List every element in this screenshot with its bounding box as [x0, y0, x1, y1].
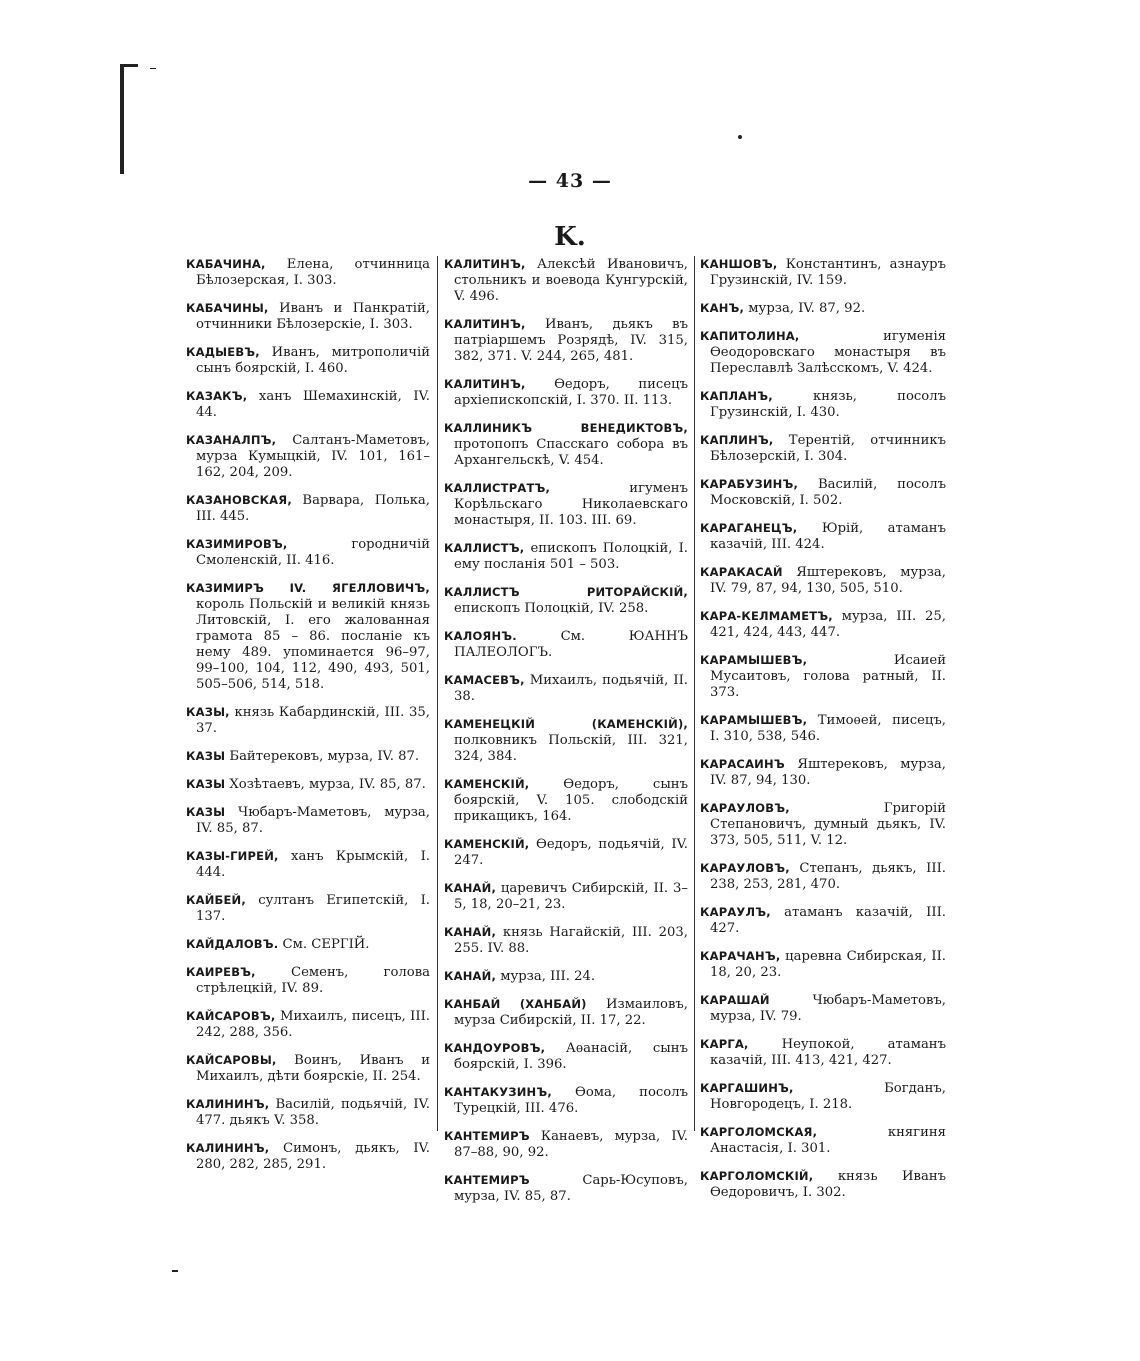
index-entry [444, 776, 688, 825]
index-entry [186, 344, 430, 377]
entry-text: игуменъ Корѣльскаго Николаевскаго монастыря, II. 103. III. 69. [454, 481, 688, 528]
entry-text: Иванъ, дьякъ въ патріаршемъ Розрядѣ, IV. 315, 382, 371. V. 244, 265, 481. [454, 317, 688, 364]
entry-text: Симонъ, дьякъ, IV. 280, 282, 285, 291. [196, 1141, 430, 1172]
index-entry [186, 936, 430, 953]
entry-headword: КАПЛИНЪ, [700, 433, 774, 447]
entry-headword: КАНАЙ, [444, 969, 497, 983]
index-entry [444, 968, 688, 985]
entry-text: Иванъ, митрополичій сынъ боярскій, I. 460. [196, 345, 430, 376]
entry-text: Канаевъ, мурза, IV. 87–88, 90, 92. [454, 1129, 688, 1160]
index-entry [444, 1172, 688, 1205]
entry-headword: КАЗЫ [186, 749, 226, 763]
entry-text: король Польскій и великій князь Литовскій, I. его жалованная грамота 85 – 86. посланіе къ нему 489. упоминается 96–97, 99–100, 104, 112, 490, 493, 501, 505–506, 514, 518. [196, 597, 430, 692]
entry-text: ханъ Шемахинскій, IV. 44. [196, 389, 430, 420]
index-column-3 [700, 256, 946, 1212]
entry-headword: КАНБАЙ (ХАНБАЙ) [444, 997, 587, 1011]
entry-headword: КАРАСАИНЪ [700, 757, 785, 771]
entry-headword: КАНТЕМИРЪ [444, 1129, 530, 1143]
section-letter: K. [554, 222, 586, 252]
entry-text: атаманъ казачій, III. 427. [710, 905, 946, 936]
index-entry [444, 716, 688, 765]
entry-headword: КАЛЛИСТЪ, [444, 541, 525, 555]
index-entry [186, 1096, 430, 1129]
entry-headword: КАНЪ, [700, 301, 745, 315]
entry-headword: КАЙДАЛОВЪ. [186, 937, 279, 951]
entry-headword: КАРАМЫШЕВЪ, [700, 653, 808, 667]
entry-text: князь, посолъ Грузинскій, I. 430. [710, 389, 946, 420]
index-entry [700, 476, 946, 509]
entry-headword: КАДЫЕВЪ, [186, 345, 260, 359]
entry-headword: КАЛИТИНЪ, [444, 257, 526, 271]
entry-headword: КАРАУЛЪ, [700, 905, 771, 919]
entry-headword: КАМЕНСКІЙ, [444, 777, 530, 791]
entry-text: Измаиловъ, мурза Сибирскій, II. 17, 22. [454, 997, 688, 1028]
index-entry [444, 628, 688, 661]
entry-text: мурза, IV. 87, 92. [744, 301, 866, 316]
entry-text: царевичъ Сибирскій, II. 3–5, 18, 20–21, 23. [454, 881, 688, 912]
index-entry [186, 492, 430, 525]
entry-headword: КАПЛАНЪ, [700, 389, 773, 403]
index-entry [444, 672, 688, 705]
scan-mark-dot [738, 135, 742, 139]
entry-headword: КАРАУЛОВЪ, [700, 801, 790, 815]
index-entry [700, 1168, 946, 1201]
index-entry [186, 388, 430, 421]
entry-text: царевна Сибирская, II. 18, 20, 23. [710, 949, 946, 980]
entry-headword: КАРАКАСАЙ [700, 565, 783, 579]
entry-text: Хозѣтаевъ, мурза, IV. 85, 87. [225, 777, 426, 792]
index-entry [444, 480, 688, 529]
entry-headword: КАРГА, [700, 1037, 749, 1051]
entry-text: Богданъ, Новгородецъ, I. 218. [710, 1081, 946, 1112]
index-entry [444, 584, 688, 617]
entry-text: султанъ Египетскій, I. 137. [196, 893, 430, 924]
entry-text: Салтанъ-Маметовъ, мурза Кумыцкій, IV. 101, 161–162, 204, 209. [196, 433, 430, 480]
entry-text: епископъ Полоцкій, IV. 258. [454, 601, 649, 616]
column-divider [437, 256, 438, 1131]
entry-headword: КАПИТОЛИНА, [700, 329, 800, 343]
index-entry [186, 848, 430, 881]
entry-headword: КАЗЫ, [186, 705, 230, 719]
entry-text: Аѳанасій, сынъ боярскій, I. 396. [454, 1041, 688, 1072]
entry-headword: КАЛОЯНЪ. [444, 629, 517, 643]
entry-headword: КАМАСЕВЪ, [444, 673, 525, 687]
index-entry [700, 652, 946, 701]
scan-mark-bracket-top [120, 64, 138, 67]
entry-headword: КАРАШАЙ [700, 993, 770, 1007]
entry-headword: КАЙСАРОВЫ, [186, 1053, 277, 1067]
entry-text: Яштерековъ, мурза, IV. 79, 87, 94, 130, 505, 510. [710, 565, 946, 596]
index-entry [700, 1080, 946, 1113]
entry-text: Неупокой, атаманъ казачій, III. 413, 421, 427. [710, 1037, 946, 1068]
index-entry [700, 712, 946, 745]
index-entry [700, 860, 946, 893]
scan-mark-bottom [172, 1270, 178, 1272]
index-entry [444, 1040, 688, 1073]
index-entry [700, 904, 946, 937]
entry-headword: КАЗАНАЛПЪ, [186, 433, 277, 447]
entry-text: Байтерековъ, мурза, IV. 87. [225, 749, 420, 764]
index-entry [186, 432, 430, 481]
entry-headword: КАНДОУРОВЪ, [444, 1041, 546, 1055]
entry-headword: КАРГОЛОМСКАЯ, [700, 1125, 818, 1139]
index-columns [0, 256, 1140, 1204]
entry-headword: КАЗАНОВСКАЯ, [186, 493, 292, 507]
entry-text: протопопъ Спасскаго собора въ Архангельскѣ, V. 454. [454, 437, 688, 468]
scan-mark-dash [150, 68, 156, 69]
entry-text: Чюбаръ-Маметовъ, мурза, IV. 85, 87. [196, 805, 430, 836]
entry-headword: КАНАЙ, [444, 881, 497, 895]
index-entry [186, 580, 430, 693]
index-entry [700, 328, 946, 377]
entry-text: епископъ Полоцкій, I. ему посланія 501 – 503. [454, 541, 688, 572]
entry-text: Воинъ, Иванъ и Михаилъ, дѣти боярскіе, II. 254. [196, 1053, 430, 1084]
index-entry [444, 540, 688, 573]
index-entry [700, 520, 946, 553]
index-column-2 [444, 256, 688, 1216]
index-entry [444, 256, 688, 305]
index-entry [186, 748, 430, 765]
entry-text: Тимоѳей, писецъ, I. 310, 538, 546. [710, 713, 946, 744]
entry-headword: КАМЕНЕЦКІЙ (КАМЕНСКІЙ), [444, 717, 688, 731]
entry-headword: КАЗАКЪ, [186, 389, 248, 403]
entry-headword: КАЛИТИНЪ, [444, 317, 526, 331]
entry-text: Терентій, отчинникъ Бѣлозерскій, I. 304. [710, 433, 946, 464]
index-entry [444, 420, 688, 469]
entry-headword: КАНШОВЪ, [700, 257, 778, 271]
index-entry [444, 376, 688, 409]
entry-text: Өедоръ, сынъ боярскій, V. 105. слободскій прикащикъ, 164. [454, 777, 688, 824]
index-column-1 [186, 256, 430, 1184]
entry-text: Семенъ, голова стрѣлецкій, IV. 89. [196, 965, 430, 996]
entry-text: Михаилъ, подьячій, II. 38. [454, 673, 688, 704]
entry-headword: КАРАБУЗИНЪ, [700, 477, 799, 491]
index-entry [700, 800, 946, 849]
entry-text: Варвара, Полька, III. 445. [196, 493, 430, 524]
entry-text: княгиня Анастасія, I. 301. [710, 1125, 946, 1156]
entry-headword: КАЛЛИНИКЪ ВЕНЕДИКТОВЪ, [444, 421, 688, 435]
index-entry [186, 964, 430, 997]
entry-headword: КАРАУЛОВЪ, [700, 861, 790, 875]
entry-headword: КАНТАКУЗИНЪ, [444, 1085, 552, 1099]
entry-text: князь Кабардинскій, III. 35, 37. [196, 705, 430, 736]
index-entry [186, 300, 430, 333]
entry-headword: КАРА-КЕЛМАМЕТЪ, [700, 609, 833, 623]
entry-text: Өедоръ, подьячій, IV. 247. [454, 837, 688, 868]
entry-text: Яштерековъ, мурза, IV. 87, 94, 130. [710, 757, 946, 788]
index-entry [186, 536, 430, 569]
entry-text: Григорій Степановичъ, думный дьякъ, IV. 373, 505, 511, V. 12. [710, 801, 946, 848]
entry-headword: КАЗИМИРЪ IV. ЯГЕЛЛОВИЧЪ, [186, 581, 430, 595]
index-entry [186, 1052, 430, 1085]
entry-headword: КАЛИНИНЪ, [186, 1097, 270, 1111]
entry-text: Михаилъ, писецъ, III. 242, 288, 356. [196, 1009, 430, 1040]
entry-headword: КАЗЫ [186, 777, 226, 791]
entry-headword: КАРАЧАНЪ, [700, 949, 781, 963]
index-entry [186, 1140, 430, 1173]
entry-headword: КАЙБЕЙ, [186, 893, 246, 907]
index-entry [700, 432, 946, 465]
index-entry [444, 880, 688, 913]
index-entry [444, 1084, 688, 1117]
entry-text: Исаией Мусаитовъ, голова ратный, II. 373. [710, 653, 946, 700]
entry-headword: КАНТЕМИРЪ [444, 1173, 530, 1187]
entry-headword: КАЛЛИСТРАТЪ, [444, 481, 551, 495]
entry-headword: КАРАГАНЕЦЪ, [700, 521, 798, 535]
index-entry [700, 948, 946, 981]
entry-headword: КАРАМЫШЕВЪ, [700, 713, 808, 727]
index-entry [186, 704, 430, 737]
index-entry [700, 608, 946, 641]
entry-text: мурза, III. 25, 421, 424, 443, 447. [710, 609, 946, 640]
entry-headword: КАЛИТИНЪ, [444, 377, 526, 391]
entry-text: мурза, III. 24. [496, 969, 596, 984]
entry-text: Василій, подьячій, IV. 477. дьякъ V. 358. [196, 1097, 430, 1128]
entry-text: князь Иванъ Өедоровичъ, I. 302. [710, 1169, 946, 1200]
entry-text: Өедоръ, писецъ архіепископскій, I. 370. II. 113. [454, 377, 688, 408]
index-entry [700, 1124, 946, 1157]
entry-text: Сарь-Юсуповъ, мурза, IV. 85, 87. [454, 1173, 688, 1204]
index-entry [444, 316, 688, 365]
index-entry [700, 564, 946, 597]
entry-text: Өома, посолъ Турецкій, III. 476. [454, 1085, 688, 1116]
entry-headword: КАЗЫ [186, 805, 226, 819]
entry-text: Алексѣй Ивановичъ, стольникъ и воевода Кунгурскій, V. 496. [454, 257, 688, 304]
entry-headword: КАРГОЛОМСКІЙ, [700, 1169, 814, 1183]
entry-headword: КАНАЙ, [444, 925, 497, 939]
index-entry [444, 1128, 688, 1161]
entry-text: игуменія Өеодоровскаго монастыря въ Переславлѣ Залѣсскомъ, V. 424. [710, 329, 946, 376]
column-divider [694, 256, 695, 1131]
entry-text: Степанъ, дьякъ, III. 238, 253, 281, 470. [710, 861, 946, 892]
scan-mark-bracket [120, 64, 124, 174]
index-entry [700, 388, 946, 421]
entry-text: городничій Смоленскій, II. 416. [196, 537, 430, 568]
index-entry [186, 256, 430, 289]
index-entry [444, 836, 688, 869]
entry-headword: КАЙСАРОВЪ, [186, 1009, 276, 1023]
entry-headword: КАИРЕВЪ, [186, 965, 256, 979]
entry-text: полковникъ Польскій, III. 321, 324, 384. [454, 733, 688, 764]
entry-text: Елена, отчинница Бѣлозерская, I. 303. [196, 257, 430, 288]
entry-headword: КАБАЧИНЫ, [186, 301, 269, 315]
page-number: — 43 — [528, 170, 612, 192]
entry-text: Иванъ и Панкратій, отчинники Бѣлозерскіе, I. 303. [196, 301, 430, 332]
entry-text: князь Нагайскій, III. 203, 255. IV. 88. [454, 925, 688, 956]
entry-headword: КАРГАШИНЪ, [700, 1081, 794, 1095]
index-entry [444, 996, 688, 1029]
entry-headword: КАБАЧИНА, [186, 257, 266, 271]
entry-text: Юрій, атаманъ казачій, III. 424. [710, 521, 946, 552]
index-entry [186, 804, 430, 837]
index-entry [700, 1036, 946, 1069]
entry-text: Константинъ, азнауръ Грузинскій, IV. 159. [710, 257, 946, 288]
entry-headword: КАМЕНСКІЙ, [444, 837, 530, 851]
entry-headword: КАЗЫ-ГИРЕЙ, [186, 849, 279, 863]
entry-text: См. СЕРГІЙ. [278, 937, 370, 952]
index-entry [700, 756, 946, 789]
entry-headword: КАЛЛИСТЪ РИТОРАЙСКІЙ, [444, 585, 688, 599]
entry-text: Василій, посолъ Московскій, I. 502. [710, 477, 946, 508]
index-entry [186, 776, 430, 793]
index-entry [700, 256, 946, 289]
index-entry [186, 1008, 430, 1041]
entry-text: ханъ Крымскій, I. 444. [196, 849, 430, 880]
index-entry [700, 300, 946, 317]
index-entry [700, 992, 946, 1025]
entry-text: См. ЮАННЪ ПАЛЕОЛОГЪ. [454, 629, 688, 660]
index-entry [444, 924, 688, 957]
entry-text: Чюбаръ-Маметовъ, мурза, IV. 79. [710, 993, 946, 1024]
entry-headword: КАЗИМИРОВЪ, [186, 537, 288, 551]
entry-headword: КАЛИНИНЪ, [186, 1141, 270, 1155]
index-entry [186, 892, 430, 925]
